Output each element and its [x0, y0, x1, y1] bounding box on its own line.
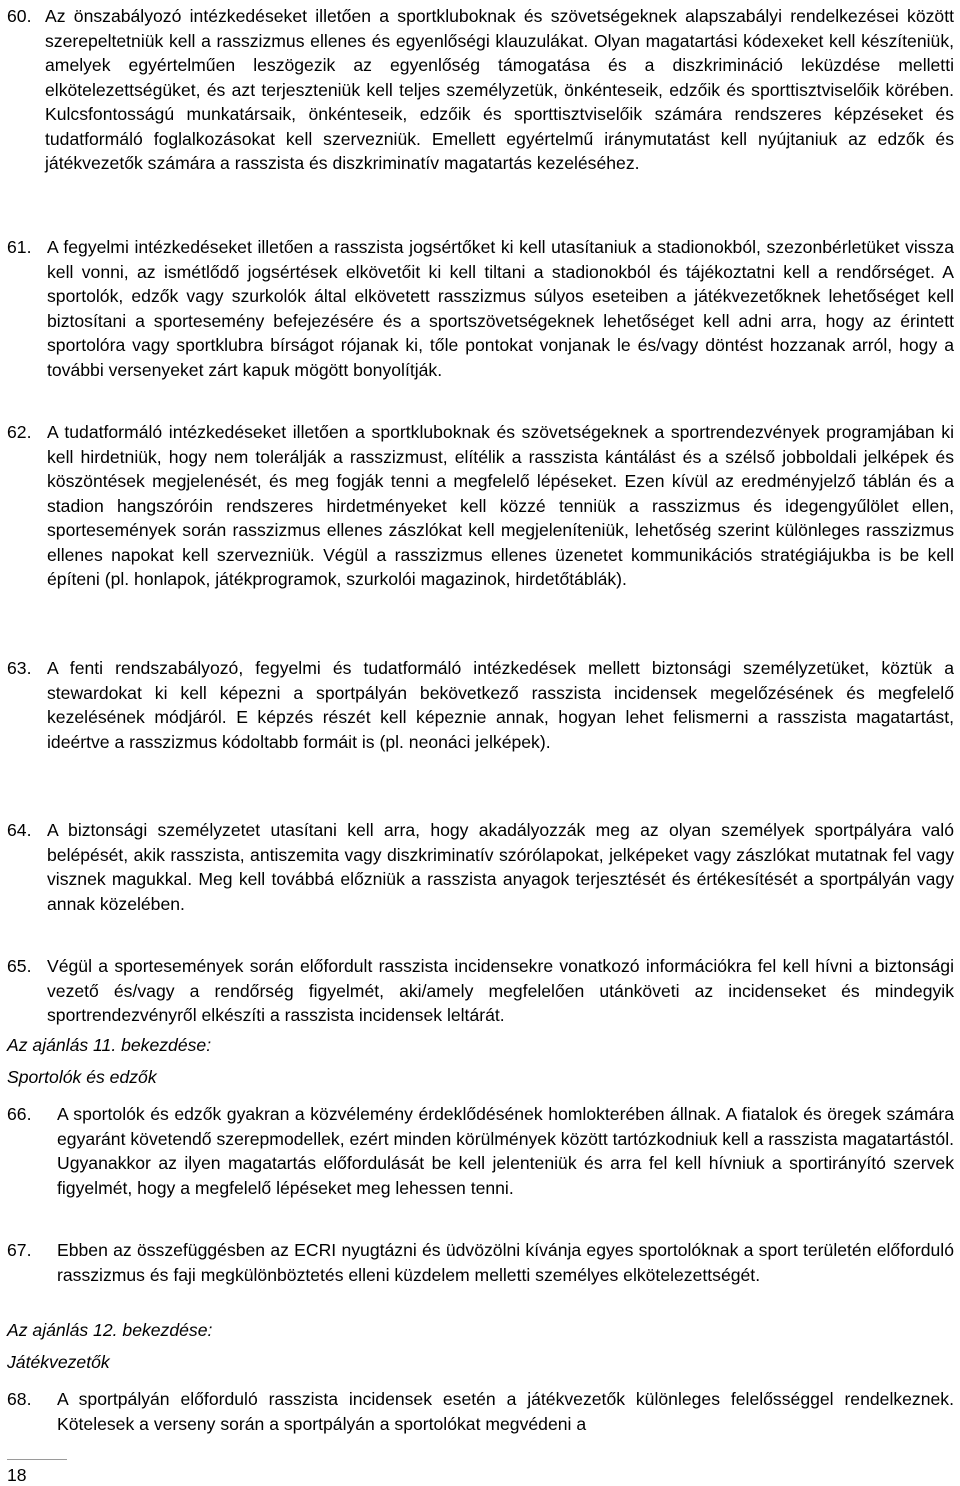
- section-subheading: Sportolók és edzők: [7, 1067, 157, 1087]
- paragraph-68: [7, 1387, 954, 1436]
- paragraph-62: [7, 420, 954, 592]
- paragraph-number: 64.: [7, 820, 32, 840]
- paragraph-text: A biztonsági személyzetet utasítani kell arra, hogy akadályozzák meg az olyan személyek sportpályára való belépését, akik rasszista, antiszemita vagy diszkriminatív szórólapokat, jelképeket vagy zászlókat mutatnak fel vagy visznek magukkal. Meg kell továbbá előzniük a rasszista anyagok terjesztését és értékesítését a sportpályán vagy annak közelében.: [47, 820, 954, 914]
- paragraph-65: [7, 954, 954, 1028]
- paragraph-number: 60.: [7, 6, 32, 26]
- paragraph-text: Ebben az összefüggésben az ECRI nyugtázni és üdvözölni kívánja egyes sportolóknak a sport területén előforduló rasszizmus és faji megkülönböztetés elleni küzdelem melletti személyes elkötelezettségét.: [57, 1240, 954, 1285]
- paragraph-63: [7, 656, 954, 754]
- section-subheading: Játékvezetők: [7, 1352, 110, 1372]
- paragraph-66: [7, 1102, 954, 1200]
- paragraph-number: 63.: [7, 658, 32, 678]
- paragraph-number: 68.: [7, 1389, 32, 1409]
- paragraph-text: A sportpályán előforduló rasszista incidensek esetén a játékvezetők különleges felelősséggel rendelkeznek. Kötelesek a verseny során a sportpályán a sportolókat megvédeni a: [57, 1389, 954, 1434]
- paragraph-text: A tudatformáló intézkedéseket illetően a sportkluboknak és szövetségeknek a sportrendezvények programjában ki kell hirdetniük, hogy nem tolerálják a rasszizmust, elítélik a rasszista kántálást és a szélső jobboldali jelképek és köszöntések megjelenését, és meg fogják tenni a megfelelő lépéseket. Ezen kívül az eredményjelző táblán és a stadion hangszóróin rendszeres hirdetményeket kell közzé tenniük a rasszizmus és idegengyűlölet ellen, sportesemények során rasszizmus ellenes zászlókat kell megjeleníteniük, lehetőség szerint különleges rasszizmus ellenes napokat kell szervezniük. Végül a rasszizmus ellenes üzenetet kommunikációs stratégiájukba is be kell építeni (pl. honlapok, játékprogramok, szurkolói magazinok, hirdetőtáblák).: [47, 422, 954, 589]
- paragraph-text: A fegyelmi intézkedéseket illetően a rasszista jogsértőket ki kell utasítaniuk a stadionokból, szezonbérletüket vissza kell vonni, az ismétlődő jogsértések elkövetőit ki kell tiltani a stadionokból és tájékoztatni kell a rendőrséget. A sportolók, edzők vagy szurkolók által elkövetett rasszizmus súlyos eseteiben a játékvezetőknek lehetőséget kell biztosítani a sportesemény befejezésére és a sportszövetségeknek lehetőséget kell adni arra, hogy az érintett sportolóra vagy sportklubra bírságot rójanak ki, tőle pontokat vonjanak le és/vagy döntést hozzanak arról, hogy a további versenyeket zárt kapuk mögött bonyolítják.: [47, 237, 954, 380]
- paragraph-67: [7, 1238, 954, 1287]
- section-heading: Az ajánlás 12. bekezdése:: [7, 1320, 213, 1340]
- paragraph-number: 67.: [7, 1240, 32, 1260]
- paragraph-text: A sportolók és edzők gyakran a közvélemény érdeklődésének homlokterében állnak. A fiatalok és öregek számára egyaránt követendő szerepmodellek, ezért minden körülmények között tartózkodniuk kell a rasszista magatartástól. Ugyanakkor az ilyen magatartás előfordulását be kell jelenteniük és arra fel kell hívniuk a sportirányító szervek figyelmét, hogy a megfelelő lépéseket meg lehessen tenni.: [57, 1104, 954, 1198]
- paragraph-text: A fenti rendszabályozó, fegyelmi és tudatformáló intézkedések mellett biztonsági személyzetüket, köztük a stewardokat ki kell képezni a sportpályán bekövetkező rasszista incidensek megelőzésének és megfelelő kezelésének módjáról. E képzés részét kell képeznie annak, hogyan lehet felismerni a rasszista magatartást, ideértve a rasszizmus kódoltabb formáit is (pl. neonáci jelképek).: [47, 658, 954, 752]
- page-number: 18: [7, 1465, 27, 1485]
- paragraph-text: Végül a sportesemények során előfordult rasszista incidensekre vonatkozó információkra fel kell hívni a biztonsági vezető és/vagy a rendőrség figyelmét, aki/amely megfelelően utánköveti az incidenseket és mindegyik sportrendezvényről elkészíti a rasszista incidensek leltárát.: [47, 956, 954, 1025]
- paragraph-number: 66.: [7, 1104, 32, 1124]
- paragraph-61: [7, 235, 954, 382]
- paragraph-number: 61.: [7, 237, 32, 257]
- paragraph-text: Az önszabályozó intézkedéseket illetően a sportkluboknak és szövetségeknek alapszabályi rendelkezései között szerepeltetniük kell a rasszizmus ellenes és egyenlőségi klauzulákat. Olyan magatartási kódexeket kell készíteniük, amelyek egyértelműen leszögezik az egyenlőség támogatása és a diszkrimináció leküzdése melletti elkötelezettségüket, és azt terjeszteniük kell teljes személyzetük, önkénteseik, edzőik és sporttisztviselőik körében. Kulcsfontosságú munkatársaik, önkénteseik, edzőik és sporttisztviselőik számára rendszeres képzéseket és tudatformáló foglalkozásokat kell szervezniük. Emellett egyértelmű iránymutatást kell nyújtaniuk az edzők és játékvezetők számára a rasszista és diszkriminatív magatartás kezeléséhez.: [45, 6, 954, 173]
- section-heading: Az ajánlás 11. bekezdése:: [7, 1035, 212, 1055]
- paragraph-64: [7, 818, 954, 916]
- footer-divider: [7, 1459, 67, 1460]
- paragraph-60: [7, 4, 954, 176]
- paragraph-number: 65.: [7, 956, 32, 976]
- paragraph-number: 62.: [7, 422, 32, 442]
